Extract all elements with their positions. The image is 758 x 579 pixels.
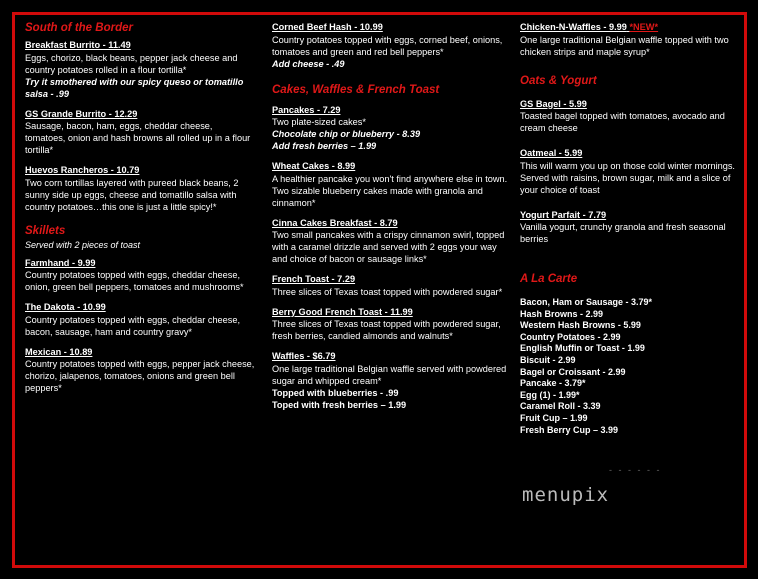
section-title-skillets: Skillets — [25, 224, 66, 237]
alacarte-item: Egg (1) - 1.99* — [520, 389, 580, 400]
item-name: Farmhand - 9.99 — [25, 257, 96, 268]
menu-item — [272, 22, 508, 70]
menu-item — [272, 161, 508, 209]
item-name — [520, 22, 740, 34]
item-addon: Chocolate chip or blueberry - 8.39 — [272, 129, 421, 139]
menupix-watermark: menupix — [522, 484, 610, 506]
section-title-oats-yogurt: Oats & Yogurt — [520, 74, 597, 87]
alacarte-item: Fresh Berry Cup – 3.99 — [520, 424, 619, 435]
item-description: This will warm you up on those cold winter mornings. Served with raisins, brown sugar, milk and a slice of your choice of toast — [520, 160, 735, 195]
menu-item — [272, 307, 508, 343]
item-name: Wheat Cakes - 8.99 — [272, 161, 356, 171]
menu-item — [520, 210, 740, 246]
alacarte-item: Biscuit - 2.99 — [520, 354, 576, 365]
item-description: One large traditional Belgian waffle served with powdered sugar and whipped cream* — [272, 363, 507, 386]
item-name: Yogurt Parfait - 7.79 — [520, 209, 607, 220]
item-description: Vanilla yogurt, crunchy granola and fresh seasonal berries — [520, 222, 726, 244]
alacarte-item: Country Potatoes - 2.99 — [520, 331, 621, 342]
menu-item — [25, 258, 255, 294]
item-description: Two corn tortillas layered with pureed black beans, 2 sunny side up eggs, cheese and tomatillo salsa with country potatoes…this one is just a little spicy!* — [25, 177, 239, 212]
alacarte-item: Pancake - 3.79* — [520, 378, 586, 389]
menu-item — [520, 148, 740, 196]
alacarte-item: Caramel Roll - 3.39 — [520, 401, 601, 412]
alacarte-item: Hash Browns - 2.99 — [520, 308, 604, 319]
item-name: GS Bagel - 5.99 — [520, 98, 587, 109]
menu-item — [272, 218, 508, 266]
item-description: Country potatoes topped with eggs, pepper jack cheese, chorizo, jalapenos, tomatoes, onions and green bell peppers* — [25, 359, 255, 393]
menu-column-2 — [272, 22, 508, 420]
item-addon: Add fresh berries – 1.99 — [272, 141, 377, 151]
item-description: One large traditional Belgian waffle topped with two chicken strips and maple syrup* — [520, 34, 729, 57]
item-name-text: Chicken-N-Waffles - 9.99 — [520, 22, 627, 32]
menu-item — [272, 351, 508, 411]
alacarte-item: English Muffin or Toast - 1.99 — [520, 343, 645, 354]
section-title-south-of-the-border: South of the Border — [25, 22, 133, 34]
item-description: Sausage, bacon, ham, eggs, cheddar cheese, tomatoes, onion and hash browns all rolled up in a flour tortilla* — [25, 121, 251, 155]
item-description: Country potatoes topped with eggs, cheddar cheese, bacon, sausage, ham and country gravy* — [25, 314, 241, 337]
menu-item — [25, 302, 255, 338]
decorative-dashes: - - - - - - — [609, 465, 662, 475]
item-name: Mexican - 10.89 — [25, 346, 93, 357]
item-name: Berry Good French Toast - 11.99 — [272, 306, 413, 317]
item-addon: Try it smothered with our spicy queso or tomatillo salsa - .99 — [25, 76, 244, 99]
alacarte-item: Bagel or Croissant - 2.99 — [520, 366, 626, 377]
new-badge: *NEW* — [629, 22, 659, 32]
item-addon: Add cheese - .49 — [272, 58, 345, 69]
section-title-cakes-waffles: Cakes, Waffles & French Toast — [272, 83, 440, 96]
section-title-a-la-carte: A La Carte — [520, 273, 578, 285]
menu-item — [272, 105, 508, 153]
section-subtitle: Served with 2 pieces of toast — [25, 239, 141, 250]
item-name: Cinna Cakes Breakfast - 8.79 — [272, 217, 398, 228]
item-description: Eggs, chorizo, black beans, pepper jack cheese and country potatoes rolled in a flour tortilla* — [25, 52, 238, 75]
item-name: Pancakes - 7.29 — [272, 104, 341, 115]
item-description: Three slices of Texas toast topped with powdered sugar* — [272, 286, 503, 297]
item-description: Country potatoes topped with eggs, corned beef, onions, tomatoes and green and red bell peppers* — [272, 34, 503, 57]
item-description: Two small pancakes with a crispy cinnamon swirl, topped with a caramel drizzle and served with 2 eggs your way and choice of bacon or sausage links* — [272, 230, 505, 264]
menu-item — [25, 40, 255, 100]
item-name: GS Grande Burrito - 12.29 — [25, 108, 138, 119]
menu-item — [520, 99, 740, 135]
item-name: Oatmeal - 5.99 — [520, 148, 583, 158]
item-description: Three slices of Texas toast topped with powdered sugar, fresh berries, candied almonds and walnuts* — [272, 319, 501, 341]
alacarte-item: Western Hash Browns - 5.99 — [520, 320, 641, 331]
item-name: Breakfast Burrito - 11.49 — [25, 40, 131, 50]
menu-item — [520, 22, 740, 58]
item-description: Two plate-sized cakes* — [272, 117, 366, 127]
item-name: Waffles - $6.79 — [272, 351, 336, 361]
alacarte-item: Bacon, Ham or Sausage - 3.79* — [520, 297, 653, 307]
item-description: A healthier pancake you won't find anywhere else in town. Two sizable blueberry cakes made with granola and cinnamon* — [272, 173, 508, 208]
item-addon: Toped with fresh berries – 1.99 — [272, 399, 407, 410]
menu-column-3 — [520, 22, 740, 436]
item-description: Toasted bagel topped with tomatoes, avocado and cream cheese — [520, 111, 725, 133]
menu-item — [272, 274, 508, 298]
alacarte-item: Fruit Cup – 1.99 — [520, 412, 588, 423]
menu-item — [25, 347, 255, 395]
item-description: Country potatoes topped with eggs, cheddar cheese, onion, green bell peppers, tomatoes and mushrooms* — [25, 270, 244, 292]
menu-column-1 — [25, 22, 255, 403]
item-name: The Dakota - 10.99 — [25, 302, 106, 312]
item-name: French Toast - 7.29 — [272, 274, 356, 284]
menu-item — [25, 165, 255, 213]
item-name: Corned Beef Hash - 10.99 — [272, 22, 383, 32]
menu-item — [25, 109, 255, 157]
item-addon: Topped with blueberries - .99 — [272, 387, 399, 398]
item-name: Huevos Rancheros - 10.79 — [25, 165, 140, 175]
